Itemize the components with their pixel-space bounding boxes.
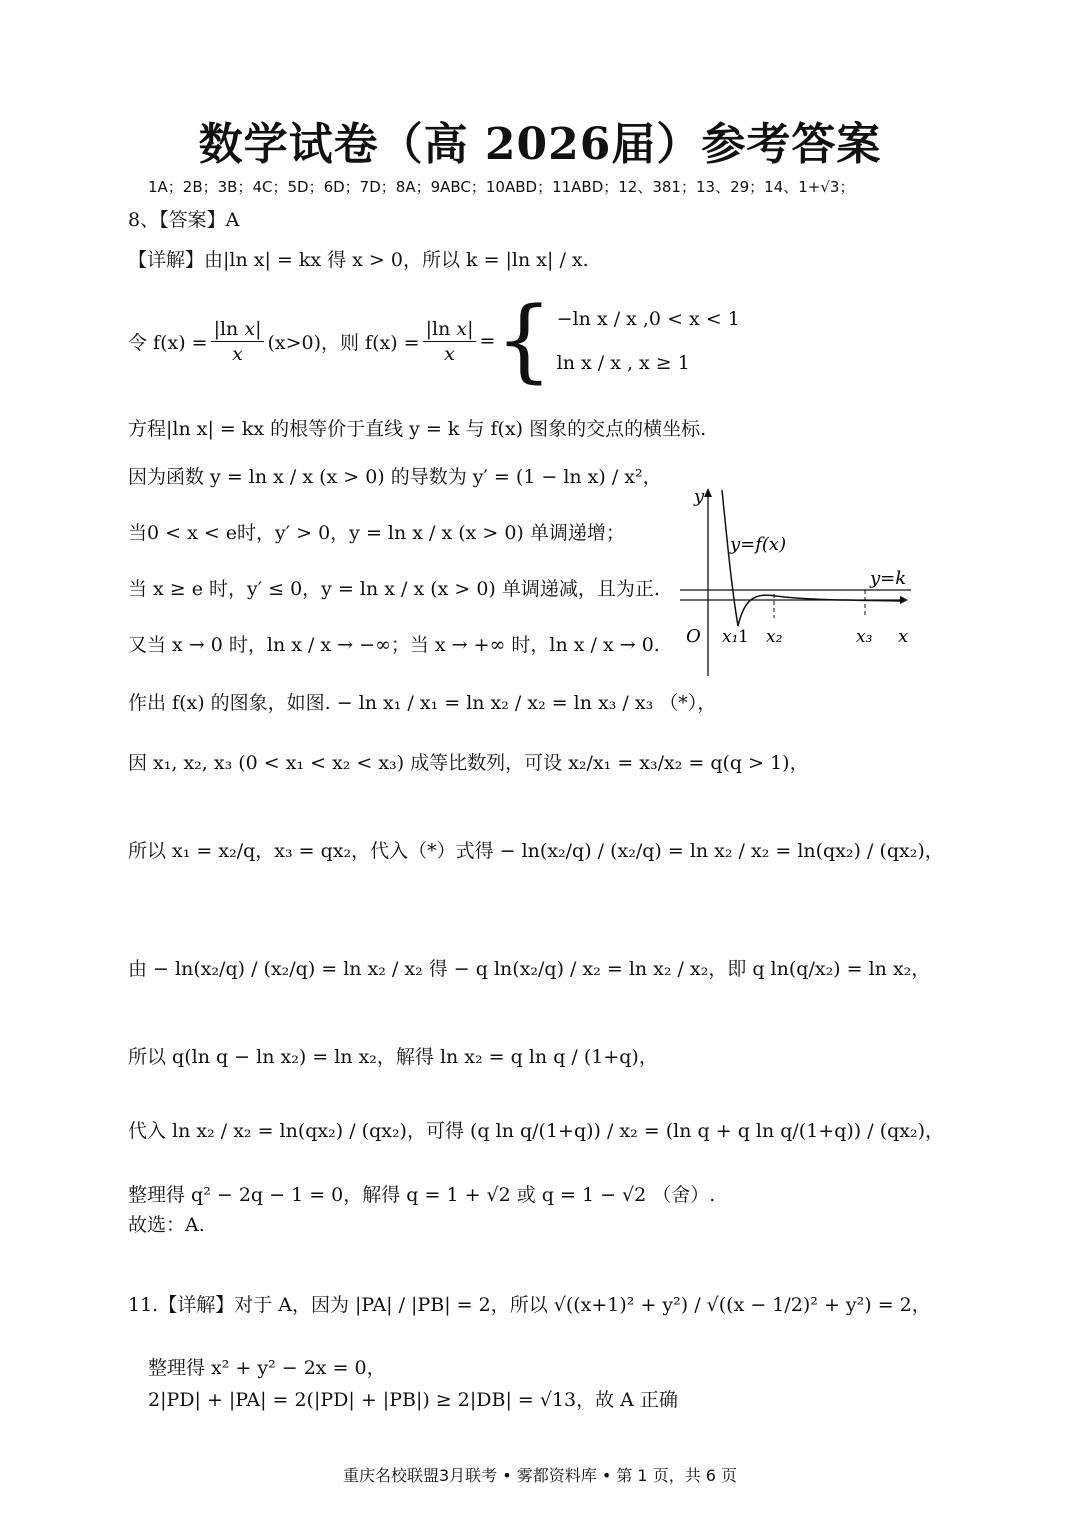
abs-ln-fraction-2: $\frac{\text{|ln x|}}{x}$ — [423, 318, 477, 365]
solution-line-8: 作出 f(x) 的图象，如图. − ln x₁ / x₁ = ln x₂ / x₂ = ln x₃ / x₃ （*）， — [128, 692, 717, 714]
solution-line-18: 2|PD| + |PA| = 2(|PD| + |PB|) ≥ 2|DB| = √13，故 A 正确 — [148, 1389, 678, 1411]
graph-label-x3: x₃ — [856, 627, 873, 647]
q8-header: 8、【答案】A — [128, 209, 240, 231]
line2-prefix: 令 f(x) = — [128, 331, 208, 354]
graph-label-one: 1 — [738, 627, 749, 647]
piecewise-case-1: −ln x / x ,0 < x < 1 — [556, 308, 740, 330]
function-graph — [676, 480, 916, 680]
graph-label-y: y — [694, 486, 705, 507]
solution-line-7: 又当 x → 0 时，ln x / x → −∞；当 x → +∞ 时，ln x / x → 0. — [128, 634, 660, 656]
piecewise-brace: { — [495, 288, 553, 393]
solution-line-4: 因为函数 y = ln x / x (x > 0) 的导数为 y′ = (1 − ln x) / x²， — [128, 466, 662, 488]
graph-label-x1: x₁ — [722, 627, 739, 647]
curve-y-f-x — [722, 490, 907, 626]
solution-line-16: 11.【详解】对于 A，因为 |PA| / |PB| = 2，所以 √((x+1)² + y²) / √((x − 1/2)² + y²) = 2， — [128, 1294, 931, 1316]
solution-line-14: 整理得 q² − 2q − 1 = 0，解得 q = 1 + √2 或 q = 1 − √2 （舍）. — [128, 1184, 716, 1206]
solution-line-17: 整理得 x² + y² − 2x = 0， — [148, 1357, 386, 1379]
answer-key: 1A；2B；3B；4C；5D；6D；7D；8A；9ABC；10ABD；11ABD；12、381；13、29；14、1+√3； — [148, 178, 855, 196]
solution-line-3: 方程|ln x| = kx 的根等价于直线 y = k 与 f(x) 图象的交点的横坐标. — [128, 418, 707, 440]
piecewise-cases — [557, 308, 740, 374]
piecewise-case-2: ln x / x , x ≥ 1 — [556, 352, 690, 374]
solution-line-12: 所以 q(ln q − ln x₂) = ln x₂，解得 ln x₂ = q ln q / (1+q)， — [128, 1046, 658, 1068]
page-title: 数学试卷（高 2026届）参考答案 — [198, 119, 882, 170]
solution-line-15: 故选：A. — [128, 1214, 205, 1236]
solution-line-2: 令 f(x) = $\frac{\text{|ln x|}}{x}$ (x>0)，则 f(x) = $\frac{\text{|ln x|}}{x}$ = { −ln x / x ,0 < x < 1 ln x / x , x ≥ 1 — [128, 288, 740, 393]
solution-line-5: 当0 < x < e时，y′ > 0，y = ln x / x (x > 0) 单调递增； — [128, 522, 625, 544]
solution-line-10: 所以 x₁ = x₂/q，x₃ = qx₂，代入（*）式得 − ln(x₂/q) / (x₂/q) = ln x₂ / x₂ = ln(qx₂) / (qx₂)， — [128, 840, 944, 862]
abs-ln-fraction: $\frac{\text{|ln x|}}{x}$ — [211, 318, 265, 365]
graph-label-x2: x₂ — [766, 627, 783, 647]
solution-line-11: 由 − ln(x₂/q) / (x₂/q) = ln x₂ / x₂ 得 − q ln(x₂/q) / x₂ = ln x₂ / x₂，即 q ln(q/x₂) = ln x₂， — [128, 958, 931, 980]
y-axis-arrow — [704, 488, 712, 497]
line2-middle: (x>0)，则 f(x) = — [267, 331, 420, 354]
x-axis-arrow — [900, 596, 908, 604]
graph-label-curve: y=f(x) — [730, 534, 787, 555]
solution-line-6: 当 x ≥ e 时，y′ ≤ 0，y = ln x / x (x > 0) 单调递减，且为正. — [128, 578, 660, 600]
solution-line-13: 代入 ln x₂ / x₂ = ln(qx₂) / (qx₂)，可得 (q ln q/(1+q)) / x₂ = (ln q + q ln q/(1+q)) / (qx₂)， — [128, 1120, 945, 1142]
page-footer: 重庆名校联盟3月联考 • 雾都资料库 • 第 1 页，共 6 页 — [342, 1466, 738, 1485]
solution-line-1: 【详解】由|ln x| = kx 得 x > 0，所以 k = |ln x| / x. — [128, 249, 589, 271]
solution-line-9: 因 x₁, x₂, x₃ (0 < x₁ < x₂ < x₃) 成等比数列，可设 x₂/x₁ = x₃/x₂ = q(q > 1)， — [128, 752, 809, 774]
graph-label-line: y=k — [870, 568, 907, 589]
graph-label-origin: O — [686, 626, 701, 647]
graph-label-x: x — [898, 626, 909, 647]
